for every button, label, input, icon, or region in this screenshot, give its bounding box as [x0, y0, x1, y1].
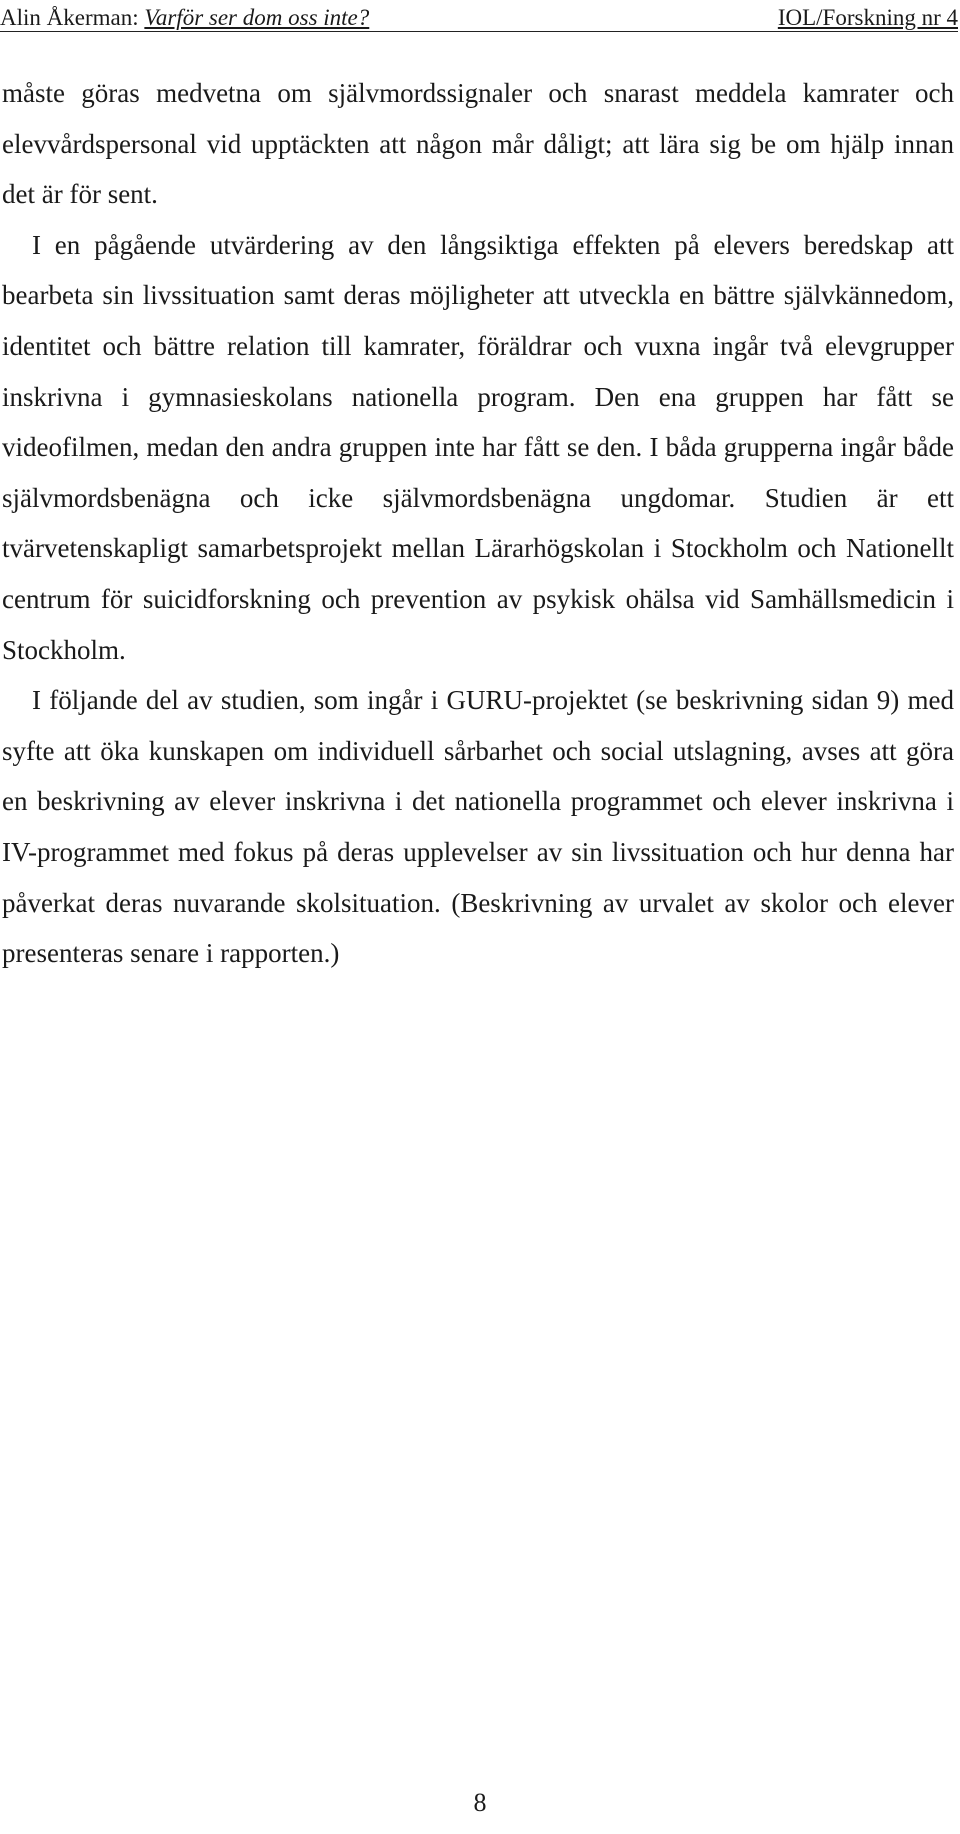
header-left [0, 4, 369, 31]
header-author: Alin Åkerman: [0, 5, 139, 30]
paragraph-study-part: I följande del av studien, som ingår i GURU-projektet (se beskrivning sidan 9) med syfte att öka kunskapen om individuell sårbarhet och social utslagning, avses att göra en beskrivning av elever inskrivna i det nationella programmet och elever inskrivna i IV-programmet med fokus på deras upplevelser av sin livssituation och hur denna har påverkat deras nuvarande skolsituation. (Beskrivning av urvalet av skolor och elever presenteras senare i rapporten.) [2, 685, 954, 969]
page-number: 8 [473, 1788, 487, 1817]
body-text [2, 68, 954, 979]
paragraph-evaluation: I en pågående utvärdering av den långsiktiga effekten på elevers beredskap att bearbeta sin livssituation samt deras möjligheter att utveckla en bättre självkännedom, identitet och bättre relation till kamrater, föräldrar och vuxna ingår två elevgrupper inskrivna i gymnasieskolans nationella program. Den ena gruppen har fått se videofilmen, medan den andra gruppen inte har fått se den. I båda grupperna ingår både självmordsbenägna och icke självmordsbenägna ungdomar. Studien är ett tvärvetenskapligt samarbetsprojekt mellan Lärarhögskolan i Stockholm och Nationellt centrum för suicidforskning och prevention av psykisk ohälsa vid Samhällsmedicin i Stockholm. [2, 229, 954, 665]
header-series: IOL/Forskning nr 4 [777, 5, 958, 30]
running-header [0, 4, 958, 32]
paragraph-continuation: måste göras medvetna om självmordssignaler och snarast meddela kamrater och elevvårdspersonal vid upptäckten att någon mår dåligt; att lära sig be om hjälp innan det är för sent. [2, 78, 954, 210]
header-title: Varför ser dom oss inte? [144, 5, 370, 30]
